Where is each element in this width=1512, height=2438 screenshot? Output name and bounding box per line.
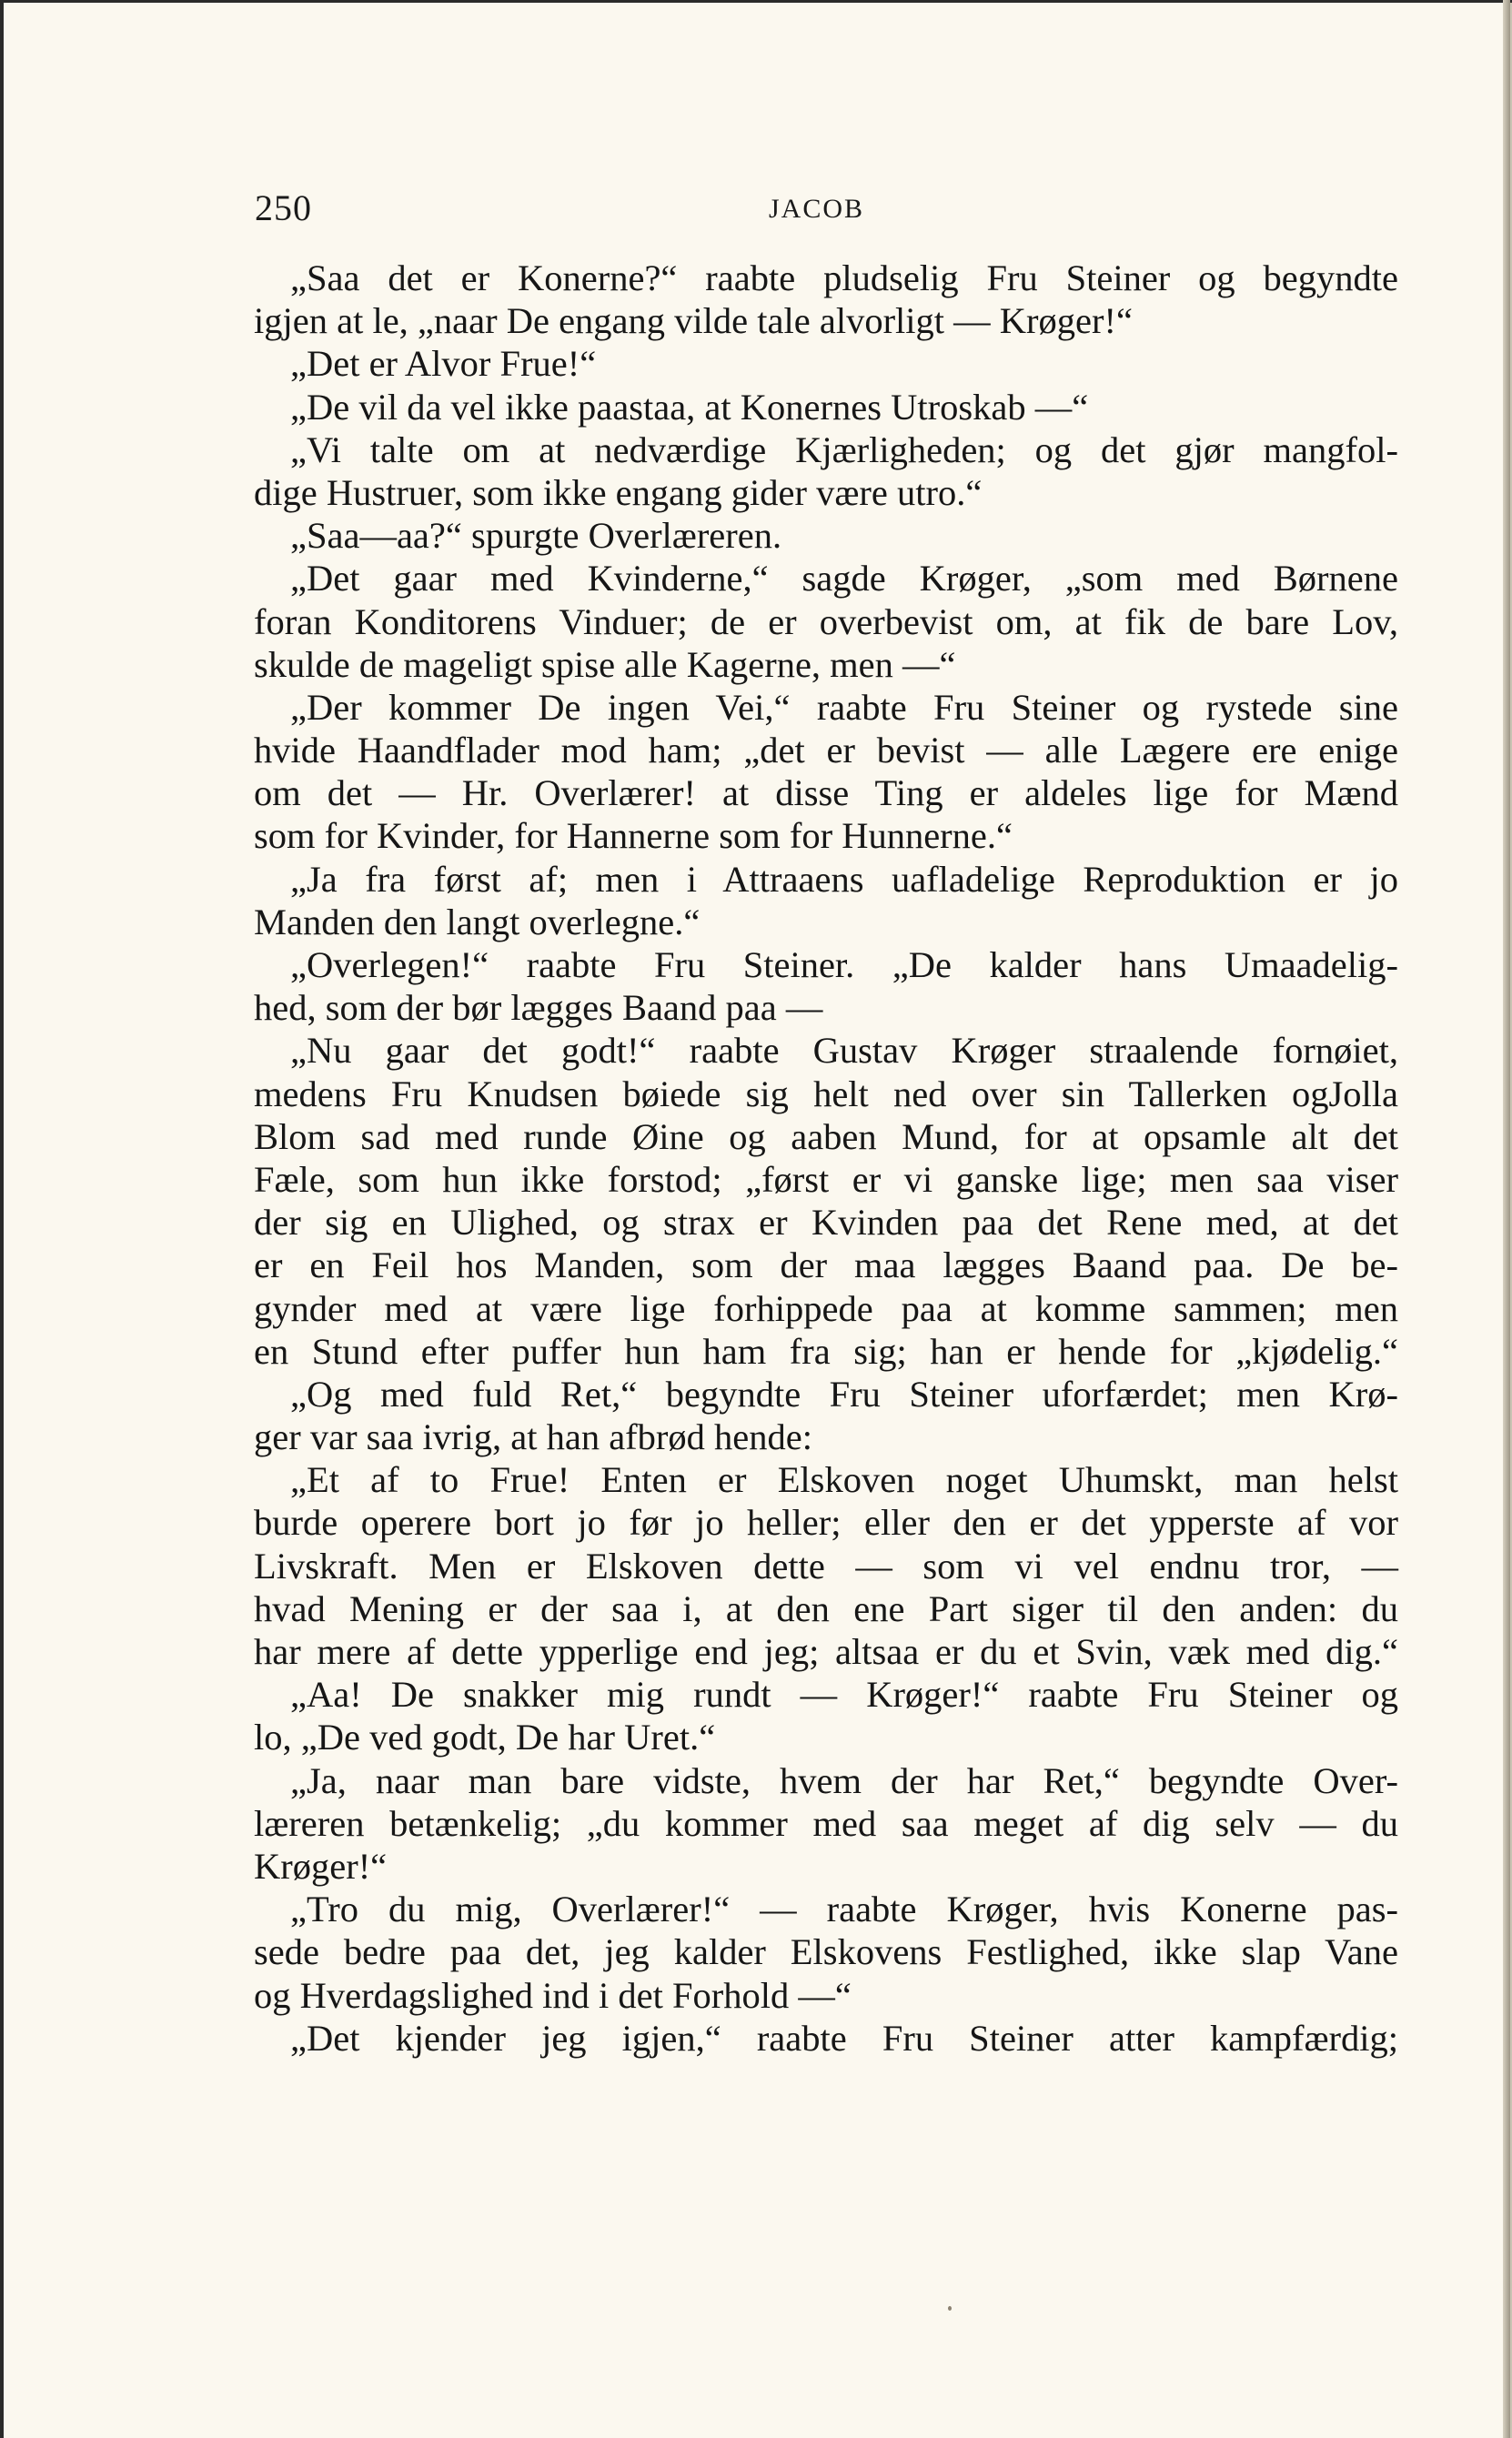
text-line: burde operere bort jo før jo heller; eller den er det ypperste af vor xyxy=(254,1502,1398,1544)
text-line: „Ja, naar man bare vidste, hvem der har Ret,“ begyndte Over- xyxy=(290,1759,1398,1801)
text-line: ger var saa ivrig, at han afbrød hende: xyxy=(254,1416,812,1458)
text-line: „Saa—aa?“ spurgte Overlæreren. xyxy=(290,515,782,557)
text-line: „Overlegen!“ raabte Fru Steiner. „De kalder hans Umaadelig- xyxy=(290,944,1398,985)
text-line: „Og med fuld Ret,“ begyndte Fru Steiner uforfærdet; men Krø- xyxy=(290,1373,1398,1415)
text-line: lo, „De ved godt, De har Uret.“ xyxy=(254,1717,716,1758)
text-line: „Tro du mig, Overlærer!“ — raabte Krøger, hvis Konerne pas- xyxy=(290,1889,1398,1930)
text-line: „Aa! De snakker mig rundt — Krøger!“ raabte Fru Steiner og xyxy=(290,1674,1398,1716)
text-line: hvide Haandflader mod ham; „det er bevist — alle Lægere ere enige xyxy=(254,730,1398,771)
text-line: foran Konditorens Vinduer; de er overbevist om, at fik de bare Lov, xyxy=(254,600,1398,642)
text-line: dige Hustruer, som ikke engang gider være utro.“ xyxy=(254,471,983,513)
running-head: JACOB xyxy=(769,194,865,224)
text-line: gynder med at være lige forhippede paa at komme sammen; men xyxy=(254,1287,1398,1329)
scan-edge-top xyxy=(0,0,1512,3)
text-line: har mere af dette ypperlige end jeg; altsaa er du et Svin, væk med dig.“ xyxy=(254,1631,1398,1672)
page-number: 250 xyxy=(255,187,312,228)
text-line: „De vil da vel ikke paastaa, at Konernes Utroskab —“ xyxy=(290,386,1089,428)
body-text xyxy=(254,257,1398,2060)
text-line: er en Feil hos Manden, som der maa lægges Baand paa. De be- xyxy=(254,1244,1398,1286)
text-line: hed, som der bør lægges Baand paa — xyxy=(254,987,823,1029)
page-header xyxy=(255,186,1401,232)
text-line: Krøger!“ xyxy=(254,1845,388,1887)
text-line: „Saa det er Konerne?“ raabte pludselig Fru Steiner og begyndte xyxy=(290,257,1398,298)
text-line: Blom sad med runde Øine og aaben Mund, for at opsamle alt det xyxy=(254,1115,1398,1157)
text-line: „Et af to Frue! Enten er Elskoven noget Uhumskt, man helst xyxy=(290,1459,1398,1501)
text-line: hvad Mening er der saa i, at den ene Part siger til den anden: du xyxy=(254,1587,1398,1629)
paper-speck xyxy=(948,2306,952,2311)
text-line: medens Fru Knudsen bøiede sig helt ned over sin Tallerken ogJolla xyxy=(254,1073,1398,1114)
text-line: „Vi talte om at nedværdige Kjærligheden; og det gjør mangfol- xyxy=(290,428,1398,470)
text-line: „Det er Alvor Frue!“ xyxy=(290,343,597,385)
text-line: der sig en Ulighed, og strax er Kvinden paa det Rene med, at det xyxy=(254,1202,1398,1244)
text-line: Fæle, som hun ikke forstod; „først er vi ganske lige; men saa viser xyxy=(254,1158,1398,1200)
text-line: sede bedre paa det, jeg kalder Elskovens Festlighed, ikke slap Vane xyxy=(254,1931,1398,1973)
text-line: „Ja fra først af; men i Attraaens uafladelige Reproduktion er jo xyxy=(290,858,1398,900)
text-line: igjen at le, „naar De engang vilde tale alvorligt — Krøger!“ xyxy=(254,300,1133,342)
text-line: skulde de mageligt spise alle Kagerne, men —“ xyxy=(254,643,956,685)
text-line: „Det kjender jeg igjen,“ raabte Fru Steiner atter kampfærdig; xyxy=(290,2017,1398,2059)
text-line: en Stund efter puffer hun ham fra sig; han er hende for „kjødelig.“ xyxy=(254,1330,1398,1372)
scan-edge-left xyxy=(0,0,4,2438)
text-line: Livskraft. Men er Elskoven dette — som vi vel endnu tror, — xyxy=(254,1545,1398,1587)
page-edge-right xyxy=(1503,0,1510,2438)
text-line: læreren betænkelig; „du kommer med saa meget af dig selv — du xyxy=(254,1802,1398,1844)
text-line: „Nu gaar det godt!“ raabte Gustav Krøger straalende fornøiet, xyxy=(290,1030,1398,1072)
text-line: „Der kommer De ingen Vei,“ raabte Fru Steiner og rystede sine xyxy=(290,686,1398,728)
text-line: Manden den langt overlegne.“ xyxy=(254,901,701,942)
text-line: om det — Hr. Overlærer! at disse Ting er aldeles lige for Mænd xyxy=(254,772,1398,814)
text-line: som for Kvinder, for Hannerne som for Hunnerne.“ xyxy=(254,815,1013,857)
text-line: „Det gaar med Kvinderne,“ sagde Krøger, „som med Børnene xyxy=(290,558,1398,599)
text-line: og Hverdagslighed ind i det Forhold —“ xyxy=(254,1974,852,2016)
